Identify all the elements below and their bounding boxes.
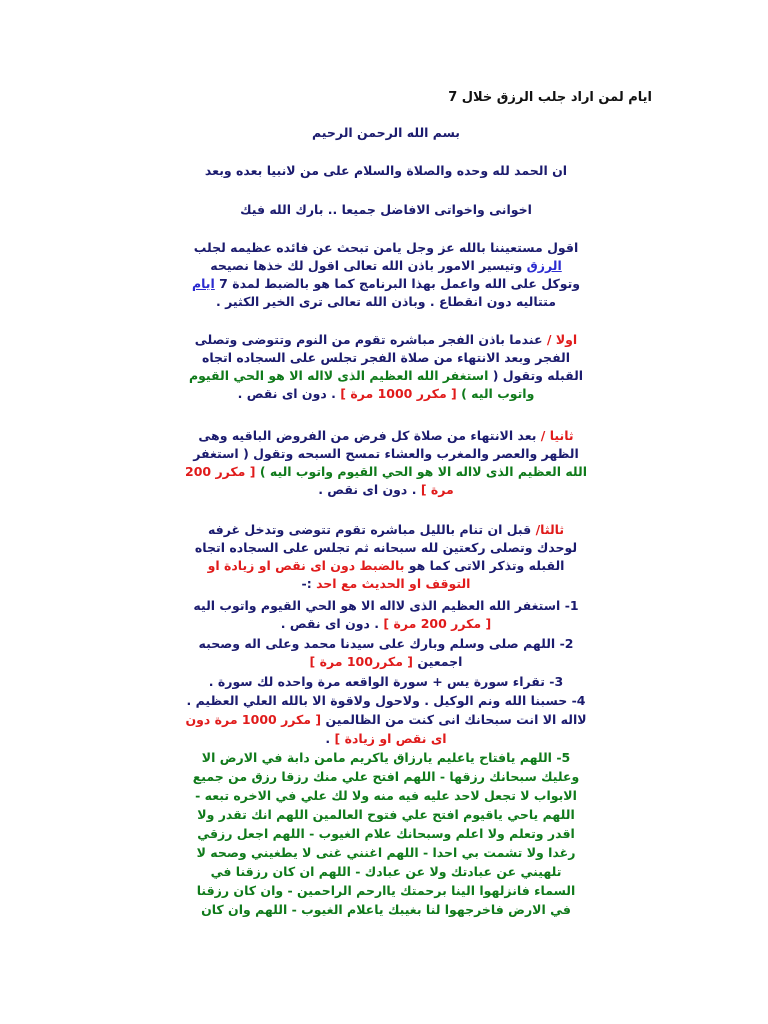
item-2-line-2 xyxy=(112,654,660,670)
first-line-3-green: استغفر الله العظيم الذى لااله الا هو الحي القيوم xyxy=(188,368,489,383)
greeting-line: اخوانى واخواتى الافاضل جميعا .. بارك الله فيك xyxy=(240,202,532,217)
item-4-red: [ مكرر 1000 مرة دون xyxy=(185,712,322,727)
intro-line-2-text: وتيسير الامور باذن الله تعالى اقول لك خذها نصيحه xyxy=(210,258,527,273)
first-label: اولا / xyxy=(542,332,578,347)
second-line-4-blue: . دون اى نقص . xyxy=(318,482,421,497)
first-line-4-green: واتوب اليه ) xyxy=(456,386,535,401)
item-1-line-1: 1- استغفر الله العظيم الذى لااله الا هو الحي القيوم واتوب اليه xyxy=(193,598,579,613)
item-5-line: في الارض فاخرجهوا لنا بغيبك ياعلام الغيوب - اللهم وان كان xyxy=(201,902,571,917)
item-5-line: اللهم ياحي ياقيوم افتح علي فتوح العالمين اللهم انك تقدر ولا xyxy=(197,807,575,822)
intro-line-3 xyxy=(112,276,660,292)
second-line-1-text: بعد الانتهاء من صلاة كل فرض من الفروض الباقيه وهى xyxy=(198,428,537,443)
item-4-blue: لااله الا انت سبحانك انى كنت من الظالمين xyxy=(321,712,587,727)
first-line-4 xyxy=(112,386,660,402)
intro-line-3-text: وتوكل على الله واعمل بهذا البرنامج كما هو بالضبط لمدة 7 xyxy=(214,276,581,291)
second-line-4-red: مرة ] xyxy=(420,482,454,497)
item-5-line: 5- اللهم يافتاح ياعليم يارزاق ياكريم مامن دابة في الارض الا xyxy=(201,750,571,765)
third-line-4-red: التوقف او الحديث مع احد xyxy=(316,576,471,591)
item-1-blue: . دون اى نقص . xyxy=(280,616,384,631)
second-line-3-red: [ مكرر 200 xyxy=(185,464,256,479)
second-line-2: الظهر والعصر والمغرب والعشاء تمسح السبحه وتقول ( استغفر xyxy=(193,446,579,461)
third-line-4-blue: :- xyxy=(301,576,317,591)
second-line-4 xyxy=(112,482,660,498)
item-4-red-2: اى نقص او زيادة ] xyxy=(334,731,447,746)
intro-line-4: متتاليه دون انقطاع . وباذن الله تعالى ترى الخير الكثير . xyxy=(216,294,556,309)
hamd-line: ان الحمد لله وحده والصلاة والسلام على من لانبيا بعده وبعد xyxy=(204,163,568,178)
item-4-line-3 xyxy=(112,731,660,747)
item-3: 3- تقراء سورة يس + سورة الواقعه مرة واحده لك سورة . xyxy=(208,674,564,689)
item-5-line: السماء فانزلهوا الينا برحمتك ياارحم الراحمين - وان كان رزقنا xyxy=(196,883,576,898)
item-5-line: وعليك سبحانك رزقها - اللهم افتح علي منك رزقا رزق من جميع xyxy=(192,769,580,784)
document-page xyxy=(112,0,660,1024)
first-line-2: الفجر وبعد الانتهاء من صلاة الفجر تجلس على السجاده اتجاه xyxy=(201,350,571,365)
third-line-3 xyxy=(112,558,660,574)
days-link[interactable]: ايام xyxy=(191,276,215,291)
third-line-4 xyxy=(112,576,660,592)
second-label: ثانيا / xyxy=(536,428,574,443)
item-4-line-2 xyxy=(112,712,660,728)
item-5-line: اقدر وتعلم ولا اعلم وسبحانك علام الغيوب - اللهم اجعل رزقي xyxy=(197,826,575,841)
intro-line-2 xyxy=(112,258,660,274)
item-2-line-1: 2- اللهم صلى وسلم وبارك على سيدنا محمد وعلى اله وصحبه xyxy=(198,636,574,651)
item-4-line-1: 4- حسبنا الله ونم الوكيل . ولاحول ولاقوة الا بالله العلي العظيم . xyxy=(186,693,586,708)
first-line-1 xyxy=(112,332,660,348)
first-line-4-blue: . دون اى نقص . xyxy=(237,386,341,401)
intro-line-1: اقول مستعيننا بالله عز وجل يامن تبحث عن فائده عظيمه لجلب xyxy=(193,240,579,255)
item-4-blue-2: . xyxy=(325,731,335,746)
second-line-3-green: الله العظيم الذى لااله الا هو الحي القيوم واتوب اليه ) xyxy=(255,464,587,479)
second-line-1 xyxy=(112,428,660,444)
first-line-3-blue: القبله وتقول ( xyxy=(488,368,584,383)
item-5-line: الابواب لا تجعل لاحد عليه فيه منه ولا لك علي في الاخره تبعه - xyxy=(195,788,577,803)
item-5-line: رغدا ولا تشمت بي احدا - اللهم اغنني غنى لا يطغيني وصحه لا xyxy=(196,845,576,860)
item-2-blue: اجمعين xyxy=(413,654,463,669)
first-line-4-red: [ مكرر 1000 مرة ] xyxy=(340,386,457,401)
third-label: ثالثا/ xyxy=(531,522,565,537)
third-line-2: لوحدك وتصلى ركعتين لله سبحانه ثم تجلس على السجاده اتجاه xyxy=(194,540,578,555)
third-line-1 xyxy=(112,522,660,538)
second-line-3 xyxy=(112,464,660,480)
third-line-3-red: بالضبط دون اى نقص او زيادة او xyxy=(207,558,405,573)
third-line-1-text: قبل ان تنام بالليل مباشره تقوم تتوضى وتدخل غرفه xyxy=(207,522,532,537)
first-line-1-text: عندما باذن الفجر مباشره تقوم من النوم وتتوضى وتصلى xyxy=(194,332,543,347)
item-1-line-2 xyxy=(112,616,660,632)
item-1-red: [ مكرر 200 مرة ] xyxy=(383,616,492,631)
third-line-3-blue: القبله وتذكر الاتى كما هو xyxy=(404,558,565,573)
basmala: بسم الله الرحمن الرحيم xyxy=(312,125,460,140)
rizq-link[interactable]: الرزق xyxy=(526,258,562,273)
item-5-line: تلهيني عن عبادتك ولا عن عبادك - اللهم ان كان رزقنا في xyxy=(210,864,562,879)
document-title: ايام لمن اراد جلب الرزق خلال 7 xyxy=(448,90,652,105)
first-line-3 xyxy=(112,368,660,384)
item-2-red: [ مكرر100 مرة ] xyxy=(309,654,413,669)
